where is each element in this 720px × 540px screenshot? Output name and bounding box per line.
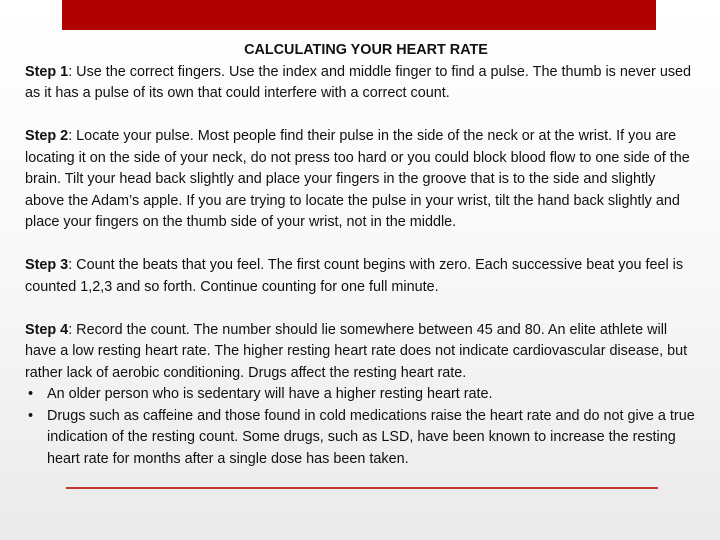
list-item (25, 406, 695, 471)
step-4-text: : Record the count. The number should lie somewhere between 45 and 80. An elite athlete will have a low resting heart rate. The higher resting heart rate does not indicate cardiovascular disease, but rather lack of aerobic conditioning. Drugs affect the resting heart rate. (25, 321, 688, 381)
bullet-text: An older person who is sedentary will have a higher resting heart rate. (47, 386, 493, 402)
step-1 (25, 62, 695, 105)
bullet-icon: • (28, 407, 34, 424)
document-body (25, 40, 695, 470)
step-1-text: : Use the correct fingers. Use the index and middle finger to find a pulse. The thumb is never used as it has a pulse of its own that could interfere with a correct count. (25, 63, 692, 101)
step-3-label: Step 3 (25, 257, 69, 273)
step-3 (25, 255, 695, 298)
step-4-label: Step 4 (25, 321, 69, 338)
bullet-icon: • (28, 386, 34, 402)
step-2 (25, 126, 695, 234)
page-title: CALCULATING YOUR HEART RATE (244, 42, 488, 58)
step-3-text: : Count the beats that you feel. The first count begins with zero. Each successive beat you feel is counted 1,2,3 and so forth. Continue counting for one full minute. (25, 257, 684, 295)
step-2-label: Step 2 (25, 128, 69, 144)
list-item (25, 384, 695, 406)
step-2-text: : Locate your pulse. Most people find their pulse in the side of the neck or at the wrist. If you are locating it on the side of your neck, do not press too hard or you could block blood flow to one side of the brain. Tilt your head back slightly and place your fingers in the groove that is to the side and slightly above the Adam’s apple. If you are trying to locate the pulse in your wrist, tilt the hand back slightly and place your fingers on the thumb side of your wrist, not in the middle. (25, 128, 690, 230)
accent-underline (66, 487, 658, 489)
header-bar (62, 0, 656, 30)
step-1-label: Step 1 (25, 63, 69, 80)
bullet-text: Drugs such as caffeine and those found in cold medications raise the heart rate and do not give a true indication of the resting count. Some drugs, such as LSD, have been known to increase the resting heart rate for months after a single dose has been taken. (47, 407, 695, 467)
bullet-list (25, 384, 695, 470)
step-4 (25, 320, 695, 385)
